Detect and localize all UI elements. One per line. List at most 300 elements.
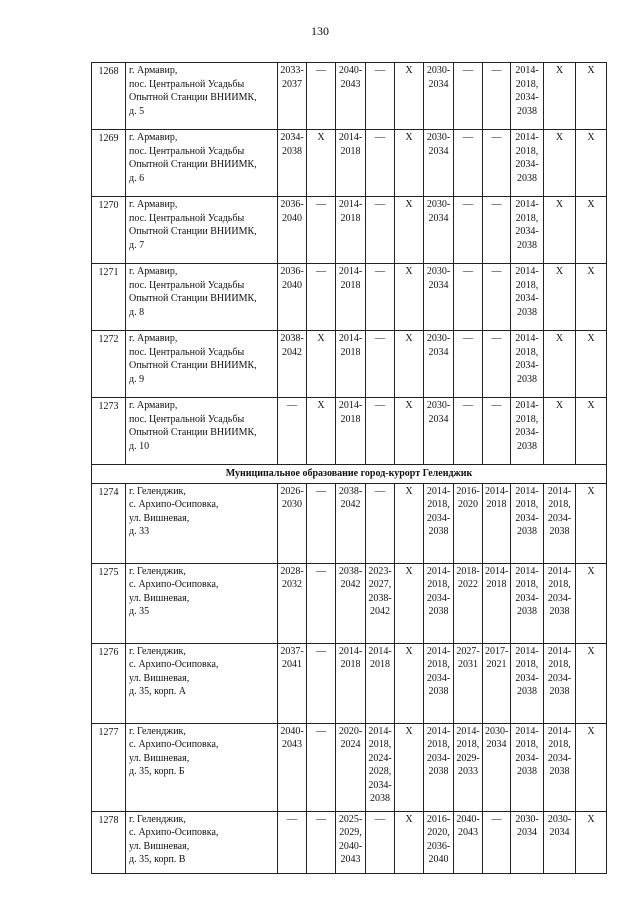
- schedule-cell: [511, 331, 544, 398]
- cell-line: Х: [555, 333, 564, 344]
- cell-line: ул. Вишневая,: [129, 592, 190, 604]
- cell-line: —: [463, 400, 473, 411]
- cell-line: 2034-: [515, 159, 539, 170]
- schedule-cell: [544, 130, 576, 197]
- armavir-rows: [92, 63, 607, 465]
- cell-line: г. Геленджик,: [129, 565, 186, 577]
- cell-line: Х: [587, 333, 595, 344]
- schedule-cell: [544, 331, 576, 398]
- cell-line: 2018,: [515, 739, 539, 750]
- schedule-cell: [278, 398, 307, 465]
- schedule-cell: [278, 811, 307, 873]
- cell-line: 2018,: [515, 78, 539, 90]
- schedule-cell: [395, 483, 424, 563]
- cell-line: 2030-: [426, 65, 451, 76]
- schedule-cell: [576, 130, 607, 197]
- cell-line: 2014-: [515, 725, 539, 737]
- cell-line: г. Армавир,: [129, 400, 178, 411]
- cell-line: Х: [405, 400, 413, 411]
- cell-line: 2020,: [427, 827, 450, 838]
- cell-line: Х: [555, 65, 564, 76]
- schedule-cell: [544, 563, 576, 643]
- cell-line: 2037: [282, 78, 302, 90]
- cell-line: 2034-: [515, 360, 539, 371]
- cell-line: 2018,: [515, 212, 539, 224]
- row-number: 1270: [92, 197, 126, 264]
- cell-line: 2034-: [426, 752, 451, 764]
- schedule-cell: [424, 63, 454, 130]
- schedule-cell: [511, 483, 544, 563]
- cell-line: 2014-: [426, 645, 451, 657]
- cell-line: 2017-: [485, 645, 509, 657]
- cell-line: 2018,: [548, 739, 571, 750]
- cell-line: 2014-: [515, 199, 539, 210]
- table-row: [92, 563, 607, 643]
- cell-line: 2014-: [456, 725, 480, 737]
- cell-line: ул. Вишневая,: [129, 672, 190, 684]
- cell-line: 2018: [370, 659, 390, 670]
- cell-line: Х: [405, 485, 413, 497]
- schedule-cell: [511, 643, 544, 723]
- schedule-cell: [576, 63, 607, 130]
- schedule-cell: [576, 331, 607, 398]
- cell-line: с. Архипо-Осиповка,: [129, 659, 219, 670]
- gelendzhik-rows: [92, 483, 607, 873]
- schedule-cell: [366, 264, 395, 331]
- cell-line: 2042: [282, 346, 302, 358]
- cell-line: 2020: [458, 499, 478, 510]
- cell-line: Х: [587, 400, 595, 411]
- cell-line: 2022: [458, 579, 478, 590]
- cell-line: 2043: [458, 827, 478, 838]
- schedule-cell: [278, 130, 307, 197]
- cell-line: 2018: [340, 145, 361, 157]
- cell-line: 2040-: [456, 813, 480, 825]
- cell-line: 2018,: [427, 739, 450, 750]
- cell-line: Х: [405, 645, 413, 657]
- schedule-cell: [483, 723, 511, 811]
- cell-line: —: [375, 65, 385, 76]
- cell-line: 2021: [486, 659, 507, 670]
- cell-line: 2024-: [368, 752, 392, 764]
- schedule-cell: [483, 331, 511, 398]
- cell-line: г. Армавир,: [129, 65, 178, 76]
- cell-line: —: [375, 199, 385, 210]
- cell-line: 2014-: [368, 725, 392, 737]
- schedule-cell: [336, 264, 366, 331]
- cell-line: пос. Центральной Усадьбы: [129, 145, 245, 157]
- address-cell: [126, 723, 278, 811]
- cell-line: 2038: [428, 526, 449, 537]
- cell-line: —: [491, 813, 502, 825]
- cell-line: 2018,: [515, 279, 539, 291]
- cell-line: 2034: [428, 413, 449, 425]
- section-title: Муниципальное образование город-курорт Геленджик: [92, 465, 607, 484]
- cell-line: 2030-: [426, 199, 451, 210]
- schedule-cell: [483, 563, 511, 643]
- cell-line: 2036-: [280, 199, 304, 210]
- cell-line: 2034-: [547, 512, 572, 524]
- address-cell: [126, 811, 278, 873]
- schedule-cell: [336, 398, 366, 465]
- cell-line: 2030-: [515, 813, 539, 825]
- cell-line: 2036-: [280, 266, 304, 277]
- cell-line: 2014-: [426, 725, 451, 737]
- cell-line: 2042: [340, 499, 361, 510]
- cell-line: 2016-: [426, 813, 451, 825]
- cell-line: д. 33: [129, 526, 150, 537]
- cell-line: —: [316, 266, 326, 277]
- cell-line: 2025-: [338, 813, 363, 825]
- cell-line: с. Архипо-Осиповка,: [129, 739, 219, 750]
- schedule-cell: [424, 483, 454, 563]
- address-cell: [126, 63, 278, 130]
- cell-line: —: [491, 266, 502, 277]
- cell-line: 2034: [428, 145, 449, 157]
- cell-line: —: [463, 199, 473, 210]
- cell-line: 2034-: [515, 92, 539, 103]
- cell-line: 2038: [428, 766, 449, 777]
- schedule-cell: [511, 197, 544, 264]
- cell-line: 2027-: [456, 645, 480, 657]
- cell-line: 2030-: [426, 333, 451, 344]
- address-cell: [126, 483, 278, 563]
- cell-line: —: [375, 333, 385, 344]
- cell-line: 2038: [517, 105, 537, 117]
- schedule-cell: [424, 723, 454, 811]
- cell-line: 2034-: [515, 512, 539, 524]
- address-cell: [126, 197, 278, 264]
- cell-line: Х: [405, 132, 413, 143]
- table-row: [92, 811, 607, 873]
- schedule-cell: [454, 331, 483, 398]
- schedule-cell: [278, 483, 307, 563]
- cell-line: 2037-: [280, 645, 304, 657]
- cell-line: 2014-: [338, 266, 363, 277]
- cell-line: 2018,: [548, 499, 571, 510]
- schedule-cell: [544, 264, 576, 331]
- cell-line: д. 10: [129, 440, 150, 452]
- cell-line: Х: [587, 65, 595, 76]
- cell-line: 2034-: [547, 672, 572, 684]
- cell-line: 2038-: [280, 333, 304, 344]
- cell-line: 2018,: [515, 579, 539, 590]
- cell-line: —: [316, 565, 326, 577]
- cell-line: 2038: [549, 766, 570, 777]
- cell-line: Х: [555, 266, 564, 277]
- schedule-cell: [395, 197, 424, 264]
- schedule-cell: [336, 331, 366, 398]
- cell-line: 2038: [517, 239, 537, 251]
- cell-line: 2034-: [426, 592, 451, 604]
- cell-line: 2014-: [515, 266, 539, 277]
- schedule-cell: [336, 811, 366, 873]
- schedule-cell: [366, 331, 395, 398]
- cell-line: Х: [555, 400, 564, 411]
- cell-line: —: [287, 400, 297, 411]
- cell-line: —: [463, 132, 473, 143]
- cell-line: 2030-: [426, 132, 451, 143]
- schedule-cell: [307, 197, 336, 264]
- page-number: 130: [311, 24, 329, 38]
- cell-line: с. Архипо-Осиповка,: [129, 499, 219, 510]
- row-number: 1273: [92, 398, 126, 465]
- cell-line: 2034-: [547, 592, 572, 604]
- address-cell: [126, 643, 278, 723]
- cell-line: 2038: [517, 306, 537, 318]
- cell-line: Опытной Станции ВНИИМК,: [129, 293, 257, 304]
- schedule-cell: [576, 643, 607, 723]
- schedule-cell: [395, 63, 424, 130]
- row-number: 1277: [92, 723, 126, 811]
- cell-line: —: [375, 813, 385, 825]
- cell-line: 2034-: [515, 293, 539, 304]
- cell-line: Х: [317, 333, 325, 344]
- cell-line: 2034-: [426, 672, 451, 684]
- cell-line: 2038: [428, 606, 449, 617]
- cell-line: Х: [587, 645, 595, 657]
- cell-line: 2043: [282, 739, 302, 750]
- row-number: 1272: [92, 331, 126, 398]
- schedule-cell: [307, 723, 336, 811]
- schedule-cell: [278, 264, 307, 331]
- cell-line: г. Армавир,: [129, 266, 178, 277]
- cell-line: —: [375, 400, 385, 411]
- cell-line: 2018,: [368, 739, 392, 750]
- cell-line: 2033-: [280, 65, 304, 76]
- cell-line: 2038: [549, 606, 570, 617]
- cell-line: —: [491, 65, 502, 76]
- cell-line: 2034: [428, 212, 449, 224]
- cell-line: 2014-: [338, 333, 363, 344]
- cell-line: д. 35, корп. В: [129, 854, 186, 865]
- cell-line: 2014-: [547, 725, 572, 737]
- schedule-cell: [278, 643, 307, 723]
- cell-line: 2018: [340, 659, 361, 670]
- schedule-cell: [307, 130, 336, 197]
- cell-line: 2038: [517, 606, 537, 617]
- cell-line: 2043: [340, 78, 361, 90]
- schedule-cell: [336, 63, 366, 130]
- schedule-cell: [278, 197, 307, 264]
- schedule-cell: [278, 331, 307, 398]
- cell-line: Х: [317, 132, 325, 143]
- cell-line: 2018,: [427, 579, 450, 590]
- cell-line: г. Армавир,: [129, 132, 178, 143]
- row-number: 1268: [92, 63, 126, 130]
- cell-line: 2038: [517, 766, 537, 777]
- row-number: 1274: [92, 483, 126, 563]
- schedule-cell: [483, 130, 511, 197]
- schedule-cell: [366, 130, 395, 197]
- cell-line: —: [491, 333, 502, 344]
- cell-line: г. Геленджик,: [129, 725, 186, 737]
- schedule-cell: [336, 197, 366, 264]
- schedule-cell: [366, 197, 395, 264]
- cell-line: пос. Центральной Усадьбы: [129, 212, 245, 224]
- cell-line: 2029,: [339, 827, 362, 838]
- cell-line: 2014-: [485, 565, 509, 577]
- cell-line: 2030: [282, 499, 302, 510]
- cell-line: 2034: [549, 827, 570, 838]
- cell-line: Опытной Станции ВНИИМК,: [129, 159, 257, 170]
- cell-line: 2042: [370, 606, 390, 617]
- cell-line: Х: [405, 333, 413, 344]
- row-number: 1276: [92, 643, 126, 723]
- cell-line: г. Армавир,: [129, 199, 178, 210]
- cell-line: с. Архипо-Осиповка,: [129, 827, 219, 838]
- cell-line: 2034-: [368, 779, 392, 791]
- schedule-cell: [454, 398, 483, 465]
- cell-line: —: [463, 333, 473, 344]
- cell-line: 2034: [428, 78, 449, 90]
- schedule-cell: [307, 331, 336, 398]
- cell-line: 2018,: [456, 739, 480, 750]
- cell-line: 2018: [486, 499, 507, 510]
- cell-line: —: [375, 266, 385, 277]
- cell-line: 2038: [517, 686, 537, 697]
- cell-line: г. Геленджик,: [129, 645, 186, 657]
- cell-line: 2018,: [515, 346, 539, 358]
- cell-line: 2014-: [547, 485, 572, 497]
- cell-line: 2034-: [515, 592, 539, 604]
- schedule-cell: [511, 264, 544, 331]
- cell-line: д. 35: [129, 606, 150, 617]
- cell-line: с. Архипо-Осиповка,: [129, 579, 219, 590]
- schedule-cell: [307, 811, 336, 873]
- schedule-cell: [366, 63, 395, 130]
- schedule-cell: [366, 723, 395, 811]
- table-row: [92, 264, 607, 331]
- cell-line: 2038-: [368, 592, 392, 604]
- repair-schedule-table-container: [91, 62, 606, 865]
- cell-line: —: [287, 813, 297, 825]
- cell-line: 2040-: [338, 840, 363, 852]
- cell-line: 2034-: [547, 752, 572, 764]
- cell-line: Х: [587, 565, 595, 577]
- schedule-cell: [454, 264, 483, 331]
- cell-line: Х: [405, 199, 413, 210]
- cell-line: 2038-: [338, 485, 363, 497]
- cell-line: Х: [587, 132, 595, 143]
- cell-line: 2014-: [515, 333, 539, 344]
- schedule-cell: [307, 563, 336, 643]
- cell-line: 2014-: [515, 132, 539, 143]
- schedule-cell: [336, 130, 366, 197]
- row-number: 1269: [92, 130, 126, 197]
- schedule-cell: [483, 197, 511, 264]
- cell-line: 2042: [340, 579, 361, 590]
- cell-line: 2034: [428, 279, 449, 291]
- cell-line: 2038: [549, 686, 570, 697]
- cell-line: —: [491, 400, 502, 411]
- cell-line: 2041: [282, 659, 302, 670]
- schedule-cell: [395, 130, 424, 197]
- cell-line: 2027,: [368, 579, 392, 590]
- cell-line: —: [491, 132, 502, 143]
- table-row: [92, 130, 607, 197]
- schedule-cell: [544, 483, 576, 563]
- cell-line: 2038: [282, 145, 302, 157]
- cell-line: 2014-: [426, 485, 451, 497]
- cell-line: 2030-: [485, 725, 509, 737]
- cell-line: Опытной Станции ВНИИМК,: [129, 360, 257, 371]
- cell-line: 2034: [428, 346, 449, 358]
- cell-line: —: [316, 65, 326, 76]
- schedule-cell: [454, 723, 483, 811]
- address-cell: [126, 398, 278, 465]
- schedule-cell: [424, 563, 454, 643]
- schedule-cell: [576, 197, 607, 264]
- cell-line: д. 5: [129, 105, 145, 117]
- cell-line: Х: [405, 565, 413, 577]
- cell-line: д. 7: [129, 239, 145, 251]
- schedule-cell: [424, 130, 454, 197]
- cell-line: 2034: [486, 739, 507, 750]
- schedule-cell: [307, 264, 336, 331]
- cell-line: 2018: [340, 346, 361, 358]
- table-row: [92, 643, 607, 723]
- schedule-cell: [483, 483, 511, 563]
- cell-line: 2036-: [426, 840, 451, 852]
- cell-line: Х: [405, 813, 413, 825]
- cell-line: 2014-: [515, 485, 539, 497]
- schedule-cell: [424, 643, 454, 723]
- cell-line: 2014-: [338, 199, 363, 210]
- schedule-cell: [544, 811, 576, 873]
- table-row: [92, 483, 607, 563]
- schedule-cell: [336, 723, 366, 811]
- cell-line: 2014-: [515, 400, 539, 411]
- schedule-cell: [454, 563, 483, 643]
- schedule-cell: [454, 197, 483, 264]
- cell-line: д. 8: [129, 306, 145, 318]
- schedule-cell: [511, 811, 544, 873]
- cell-line: —: [316, 725, 326, 737]
- cell-line: д. 6: [129, 172, 145, 184]
- cell-line: 2018,: [427, 499, 450, 510]
- cell-line: 2018,: [427, 659, 450, 670]
- cell-line: г. Геленджик,: [129, 485, 186, 497]
- cell-line: —: [316, 199, 326, 210]
- cell-line: 2040: [428, 854, 449, 865]
- schedule-cell: [395, 264, 424, 331]
- schedule-cell: [454, 130, 483, 197]
- cell-line: 2034-: [280, 132, 304, 143]
- cell-line: 2014-: [515, 65, 539, 76]
- schedule-cell: [395, 398, 424, 465]
- schedule-cell: [278, 723, 307, 811]
- cell-line: 2034-: [515, 752, 539, 764]
- schedule-cell: [576, 398, 607, 465]
- cell-line: 2030-: [426, 400, 451, 411]
- address-cell: [126, 563, 278, 643]
- schedule-cell: [511, 563, 544, 643]
- cell-line: 2014-: [338, 400, 363, 411]
- schedule-cell: [544, 398, 576, 465]
- schedule-cell: [511, 63, 544, 130]
- cell-line: 2018,: [548, 659, 571, 670]
- table-row: [92, 723, 607, 811]
- cell-line: 2032: [282, 579, 302, 590]
- cell-line: 2033: [458, 766, 478, 777]
- cell-line: Х: [405, 266, 413, 277]
- cell-line: 2038: [370, 793, 390, 804]
- cell-line: 2034-: [515, 672, 539, 684]
- cell-line: 2014-: [338, 132, 363, 143]
- schedule-cell: [307, 483, 336, 563]
- cell-line: 2038-: [338, 565, 363, 577]
